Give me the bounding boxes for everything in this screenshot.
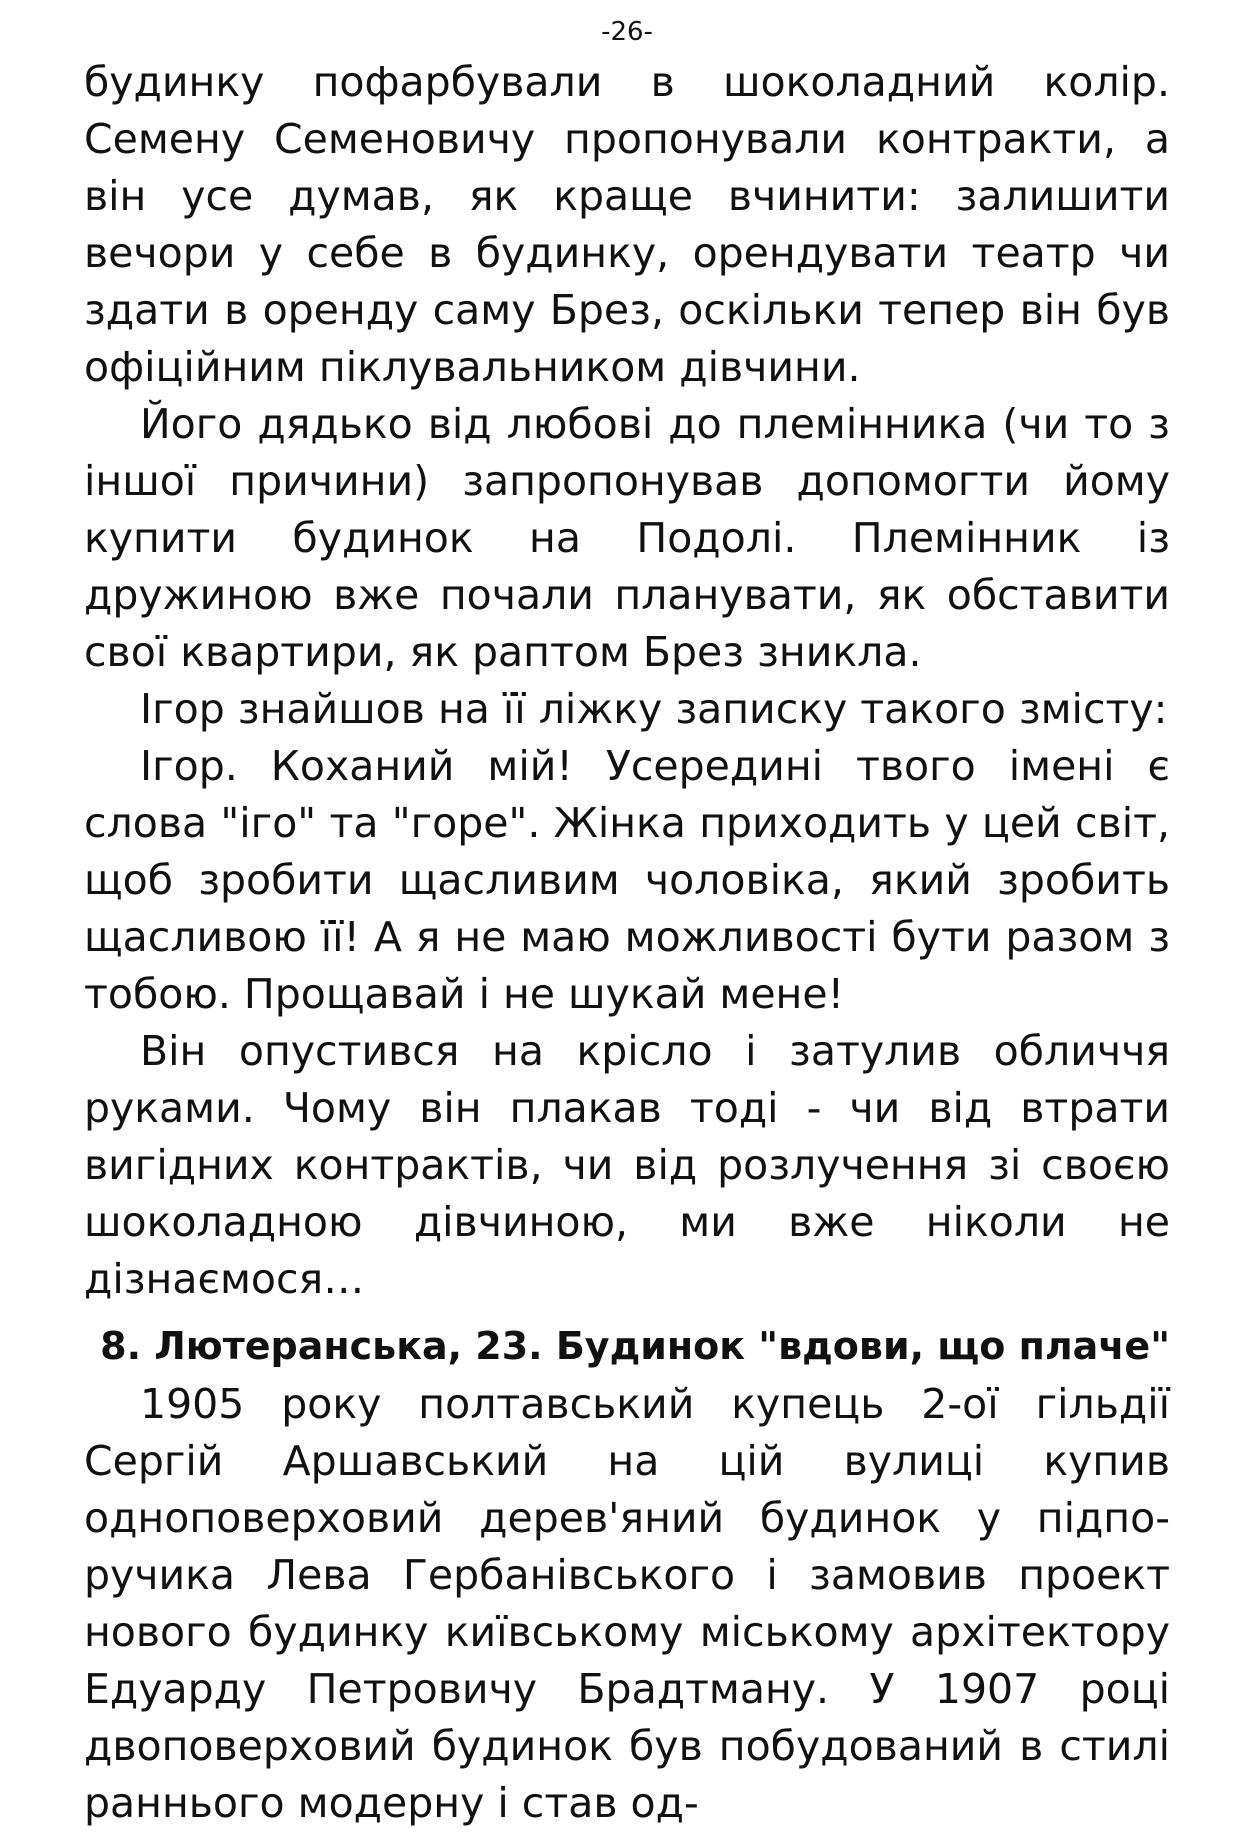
paragraph-3: Ігор знайшов на її ліжку записку такого змісту:: [140, 685, 1168, 733]
document-page: [84, 14, 1170, 1832]
section-heading: 8. Лютеранська, 23. Будинок "вдови, що плаче": [100, 1324, 1170, 1368]
paragraph-2: Його дядько від любові до племінника (чи то з іншої причини) запропонував допомогти йому купити будинок на Подолі. Племінник із дружиною вже почали планувати, як обставити свої квартири, як раптом Брез зникла.: [84, 400, 1170, 676]
page-number: -26-: [601, 17, 653, 47]
section-paragraph-1: 1905 року полтавський купець 2-ої гільдії Сергій Аршавський на цій вулиці купив одноповерховий дерев'яний будинок у підпо-ручика Лева Гербанівського і замовив проект нового будинку київському міському архітектору Едуарду Петровичу Брадтману. У 1907 році двоповерховий будинок був побудований в стилі раннього модерну і став од-: [84, 1380, 1170, 1827]
paragraph-1: будинку пофарбували в шоколадний колір. Семену Семеновичу пропонували контракти, а він усе думав, як краще вчинити: залишити вечори у себе в будинку, орендувати театр чи здати в оренду саму Брез, оскільки тепер він був офіційним піклувальником дівчини.: [84, 58, 1170, 391]
note-paragraph: Ігор. Коханий мій! Усередині твого імені є слова "іго" та "горе". Жінка приходить у цей світ, щоб зробити щасливим чоловіка, який зробить щасливою її! А я не маю можливості бути разом з тобою. Прощавай і не шукай мене!: [84, 742, 1170, 1018]
paragraph-5: Він опустився на крісло і затулив обличчя руками. Чому він плакав тоді - чи від втрати вигідних контрактів, чи від розлучення зі своєю шоколадною дівчиною, ми вже ніколи не дізнаємося…: [84, 1027, 1170, 1303]
